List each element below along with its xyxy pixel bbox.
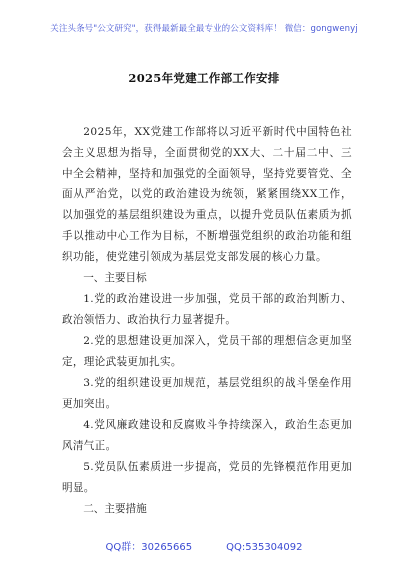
goal-item-5: 5.党员队伍素质进一步提高，党员的先锋模范作用更加明显。 xyxy=(62,460,352,494)
section-heading-goals: 一、主要目标 xyxy=(83,271,147,284)
promo-banner: 关注头条号"公文研究"，获得最新最全最专业的公文资料库！ 微信：gongwenyj xyxy=(50,24,358,34)
goal-item-3: 3.党的组织建设更加规范，基层党组织的战斗堡垒作用更加突出。 xyxy=(62,376,352,410)
goal-item-2: 2.党的思想建设更加深入，党员干部的理想信念更加坚定，理论武装更加扎实。 xyxy=(62,334,352,368)
goal-item-4: 4.党风廉政建设和反腐败斗争持续深入，政治生态更加风清气正。 xyxy=(62,418,352,452)
document-body xyxy=(62,122,352,520)
contact-footer xyxy=(0,538,408,553)
section-heading-measures: 二、主要措施 xyxy=(83,502,147,515)
document-title: 2025年党建工作部工作安排 xyxy=(128,71,280,85)
qq-group-text: QQ群：30265665 xyxy=(105,542,193,553)
goal-item-1: 1.党的政治建设进一步加强，党员干部的政治判断力、政治领悟力、政治执行力显著提升。 xyxy=(62,292,352,326)
qq-text: QQ:535304092 xyxy=(226,542,303,553)
intro-paragraph: 2025年，XX党建工作部将以习近平新时代中国特色社会主义思想为指导，全面贯彻党的XX大、二十届二中、三中全会精神，坚持和加强党的全面领导，坚持党要管党、全面从严治党，以党的政治建设为统领，紧紧围绕XX工作，以加强党的基层组织建设为重点，以提升党员队伍素质为抓手以推动中心工作为目标，不断增强党组织的政治功能和组织功能，使党建引领成为基层党支部发展的核心力量。 xyxy=(62,126,352,263)
